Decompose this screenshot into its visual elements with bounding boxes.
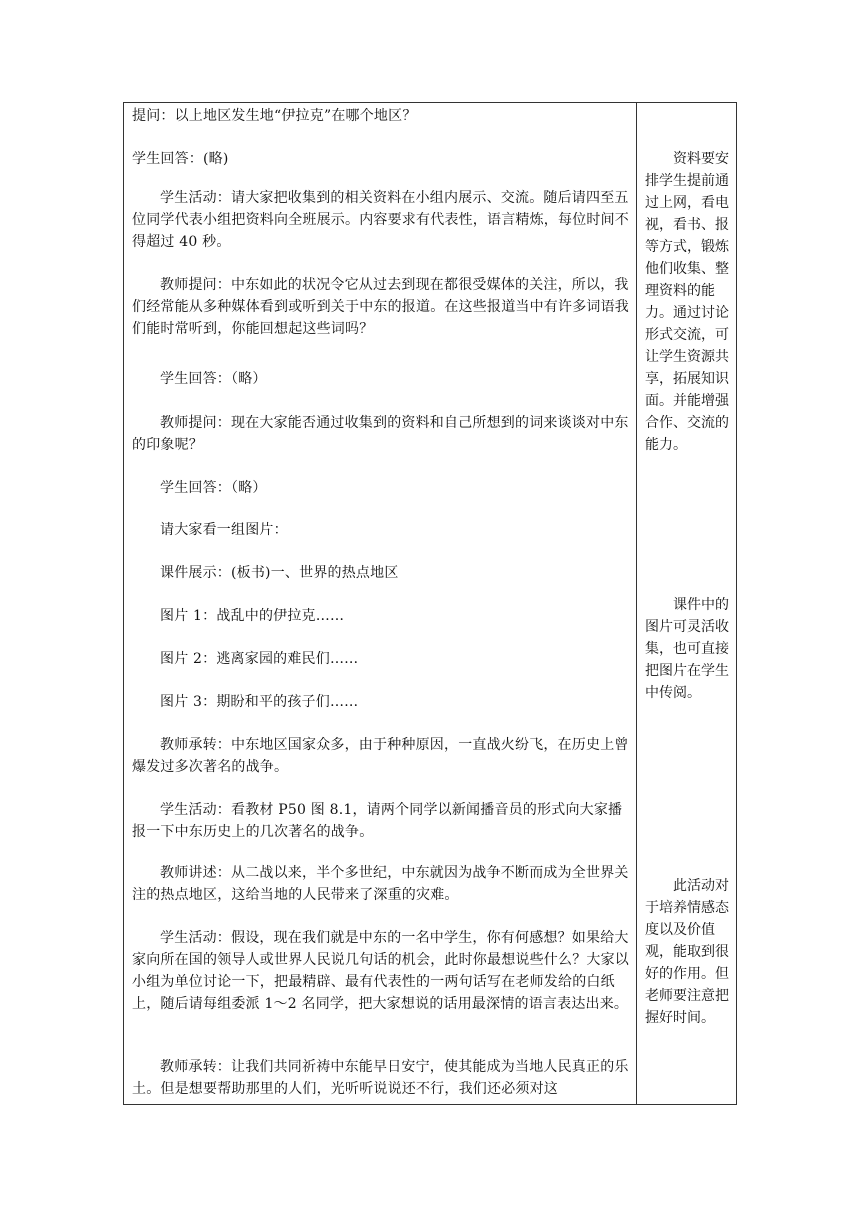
paragraph-teacher-question-2: 教师提问：现在大家能否通过收集到的资料和自己所想到的词来谈谈对中东的印象呢？ [132,415,629,453]
paragraph-picture-3: 图片 3：期盼和平的孩子们…… [160,694,359,710]
note-materials: 资料要安排学生提前通过上网，看电视，看书、报等方式，锻炼他们收集、整理资料的能力。通过讨论形式交流，可让学生资源共享，拓展知识面。并能增强合作、交流的能力。 [645,151,729,453]
paragraph-teacher-narration: 教师讲述：从二战以来，半个多世纪，中东就因为战争不断而成为全世界关注的热点地区，这给当地的人民带来了深重的灾难。 [132,865,629,903]
paragraph-student-answer-3: 学生回答：（略） [160,480,267,496]
paragraph-teacher-transition-1: 教师承转：中东地区国家众多，由于种种原因，一直战火纷飞，在历史上曾爆发过多次著名的战争。 [132,737,629,775]
paragraph-question-iraq: 提问：以上地区发生地“伊拉克”在哪个地区？ [132,108,417,124]
design-notes-column [637,103,736,1104]
paragraph-student-activity-2: 学生活动：看教材 P50 图 8.1，请两个同学以新闻播音员的形式向大家播报一下中东历史上的几次著名的战争。 [132,802,623,840]
paragraph-student-activity-1: 学生活动：请大家把收集到的相关资料在小组内展示、交流。随后请四至五位同学代表小组把资料向全班展示。内容要求有代表性，语言精炼，每位时间不得超过 40 秒。 [132,190,629,250]
paragraph-look-pictures: 请大家看一组图片： [160,522,288,538]
paragraph-student-activity-3: 学生活动：假设，现在我们就是中东的一名中学生，你有何感想？如果给大家向所在国的领导人或世界人民说几句话的机会，此时你最想说些什么？大家以小组为单位讨论一下，把最精辟、最有代表性的一两句话写在老师发给的白纸上，随后请每组委派 1～2 名同学，把大家想说的话用最深情的语言表达出来。 [132,930,629,1012]
note-activity-values: 此活动对于培养情感态度以及价值观，能取到很好的作用。但老师要注意把握好时间。 [645,878,729,1026]
lesson-table [123,102,737,1105]
paragraph-student-answer-2: 学生回答：（略） [160,371,267,387]
paragraph-teacher-question-1: 教师提问：中东如此的状况令它从过去到现在都很受媒体的关注，所以，我们经常能从多种媒体看到或听到关于中东的报道。在这些报道当中有许多词语我们能时常听到，你能回想起这些词吗？ [132,277,629,337]
teaching-process-column [124,103,636,1104]
paragraph-student-answer-1: 学生回答：(略) [132,151,229,167]
note-courseware-pictures: 课件中的图片可灵活收集，也可直接把图片在学生中传阅。 [645,597,729,701]
paragraph-courseware: 课件展示：(板书)一、世界的热点地区 [160,565,399,581]
paragraph-picture-2: 图片 2：逃离家园的难民们…… [160,651,359,667]
paragraph-picture-1: 图片 1：战乱中的伊拉克…… [160,608,345,624]
paragraph-teacher-transition-2: 教师承转：让我们共同祈祷中东能早日安宁，使其能成为当地人民真正的乐土。但是想要帮助那里的人们，光听听说说还不行，我们还必须对这 [132,1059,629,1097]
